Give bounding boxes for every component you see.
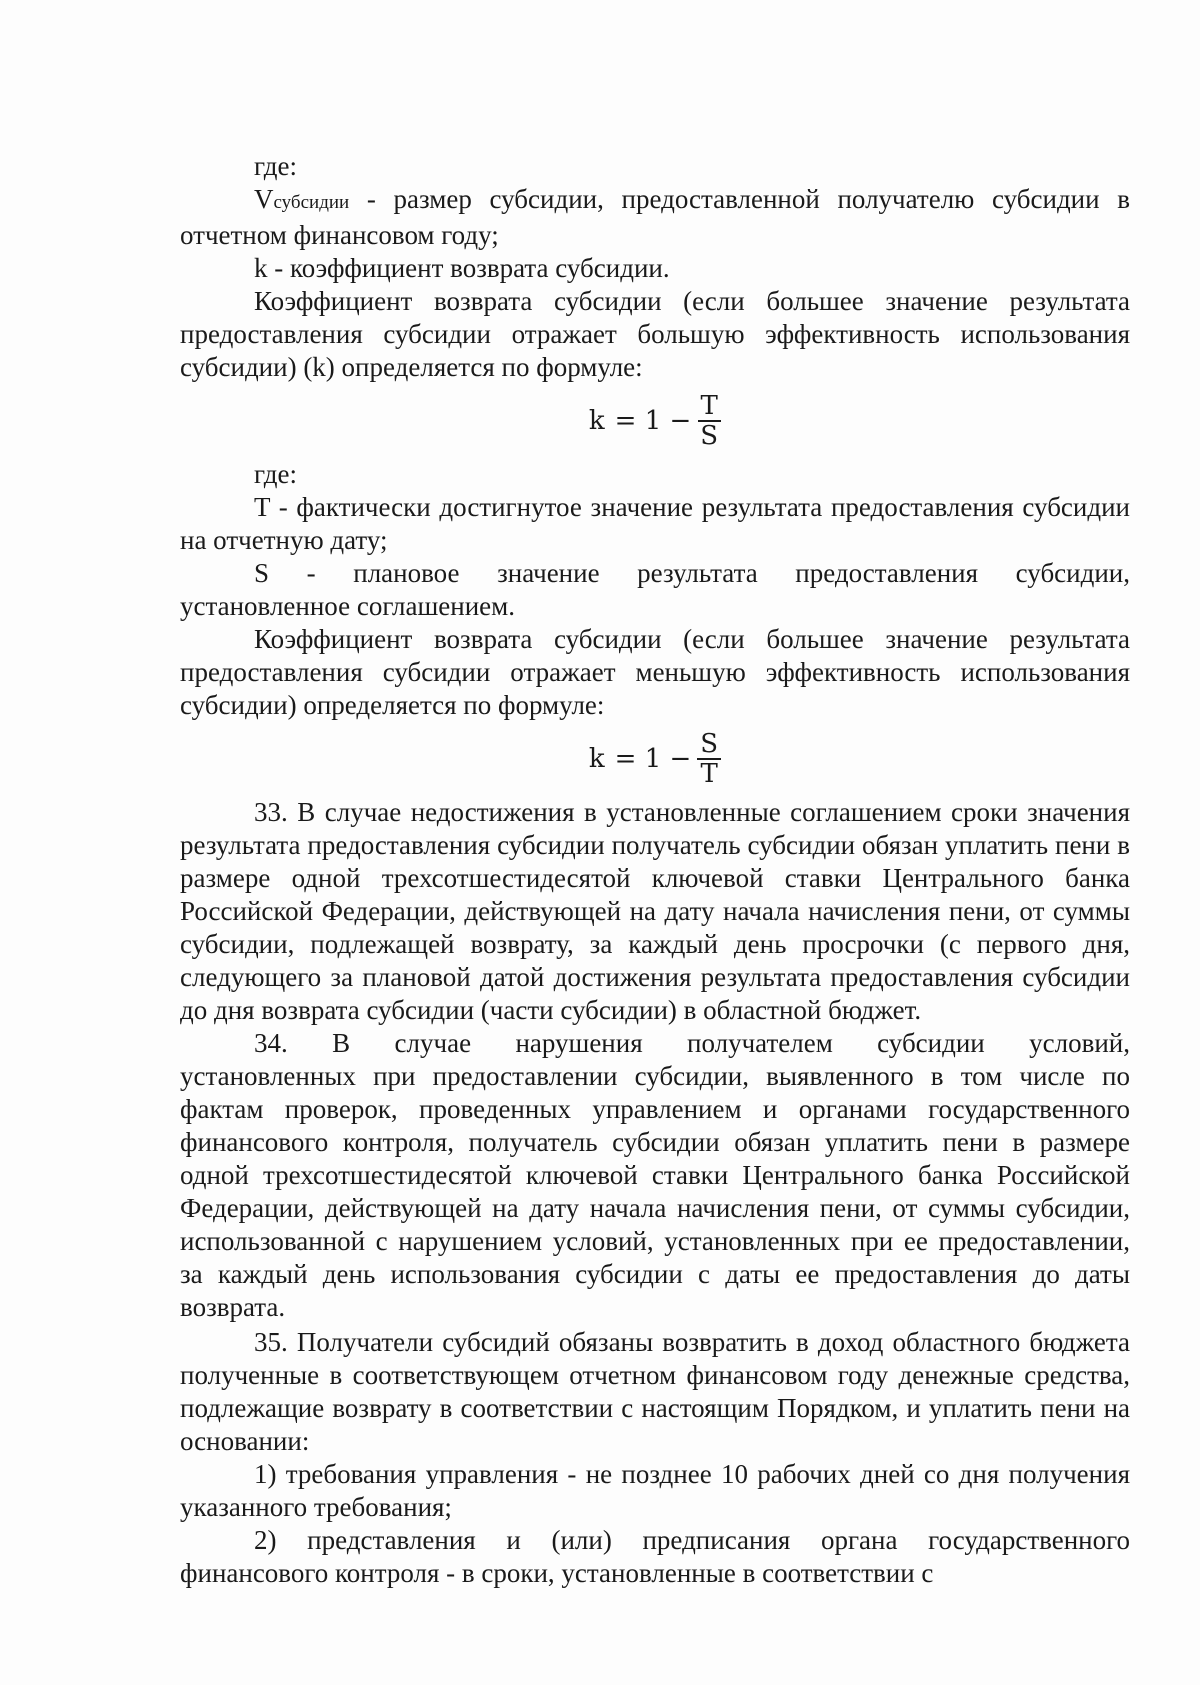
coefficient-paragraph-2: Коэффициент возврата субсидии (если большее значение результата предоставления субсидии отражает меньшую эффективность использования субсидии) определяется по формуле: — [180, 624, 1130, 720]
v-definition-text: - размер субсидии, предоставленной получателю субсидии в отчетном финансовом году; — [180, 184, 1130, 250]
item-34-first-line — [180, 1027, 1130, 1060]
s-word: S — [254, 558, 270, 588]
item-35: 35. Получатели субсидий обязаны возвратить в доход областного бюджета полученные в соответствующем отчетном финансовом году денежные средства, подлежащие возврату в соответствии с настоящим Порядком, и уплатить пени на основании: — [180, 1327, 1130, 1456]
t-definition: T - фактически достигнутое значение результата предоставления субсидии на отчетную дату; — [180, 492, 1130, 555]
item-34-word: субсидии — [877, 1028, 985, 1058]
s-word: субсидии, — [1015, 558, 1130, 588]
item-34-body: установленных при предоставлении субсидии, выявленного в том числе по фактам проверок, проведенных управлением и органами государственного финансового контроля, получатель субсидии обязан уплатить пени в размере одной трехсотшестидесятой ключевой ставки Центрального банка Российской Федерации, действующей на дату начала начисления пени, от суммы субсидии, использованной с нарушением условий, установленных при ее предоставлении, за каждый день использования субсидии с даты ее предоставления до даты возврата. — [180, 1061, 1130, 1322]
item-34-word: условий, — [1029, 1028, 1130, 1058]
v-subscript: субсидии — [273, 192, 350, 213]
item-34-word: получателем — [687, 1028, 833, 1058]
item-34-word: нарушения — [515, 1028, 643, 1058]
formula-1-fraction — [697, 392, 721, 450]
s-definition-tail: установленное соглашением. — [180, 591, 515, 621]
item-35-subitem-1: 1) требования управления - не позднее 10 рабочих дней со дня получения указанного требования; — [180, 1459, 1130, 1522]
formula-1-numerator: T — [698, 392, 721, 422]
item-34-word: случае — [394, 1028, 472, 1058]
v-symbol: V — [254, 184, 274, 214]
formula-2 — [180, 724, 1130, 794]
item-35-subitem-2: 2) представления и (или) предписания органа государственного финансового контроля - в сроки, установленные в соответствии с — [180, 1525, 1130, 1588]
formula-2-fraction — [697, 730, 721, 788]
item-34-word: В — [332, 1028, 351, 1058]
s-word: значение — [497, 558, 600, 588]
formula-1-denominator: S — [700, 421, 719, 451]
formula-1-lhs: k — [588, 406, 605, 436]
k-definition: k - коэффициент возврата субсидии. — [254, 253, 670, 283]
formula-1-eq: = 1 − — [614, 406, 692, 436]
formula-2-denominator: T — [700, 759, 718, 789]
formula-2-lhs: k — [588, 744, 605, 774]
s-word: плановое — [353, 558, 460, 588]
s-definition-line — [180, 557, 1130, 590]
v-definition — [180, 183, 1130, 252]
document-body — [180, 150, 1130, 1590]
formula-2-eq: = 1 − — [614, 744, 692, 774]
s-word: - — [306, 558, 316, 588]
item-33: 33. В случае недостижения в установленные соглашением сроки значения результата предоставления субсидии получатель субсидии обязан уплатить пени в размере одной трехсотшестидесятой ключевой ставки Центрального банка Российской Федерации, действующей на дату начала начисления пени, от суммы субсидии, подлежащей возврату, за каждый день просрочки (с первого дня, следующего за плановой датой достижения результата предоставления субсидии до дня возврата субсидии (части субсидии) в областной бюджет. — [180, 797, 1130, 1025]
where-label-1: где: — [254, 151, 297, 181]
formula-1 — [180, 386, 1130, 456]
s-word: предоставления — [795, 558, 979, 588]
item-34-word: 34. — [254, 1028, 288, 1058]
where-label-2: где: — [254, 459, 297, 489]
coefficient-paragraph-1: Коэффициент возврата субсидии (если большее значение результата предоставления субсидии отражает большую эффективность использования субсидии) (k) определяется по формуле: — [180, 286, 1130, 382]
s-word: результата — [637, 558, 758, 588]
formula-2-numerator: S — [697, 730, 721, 760]
